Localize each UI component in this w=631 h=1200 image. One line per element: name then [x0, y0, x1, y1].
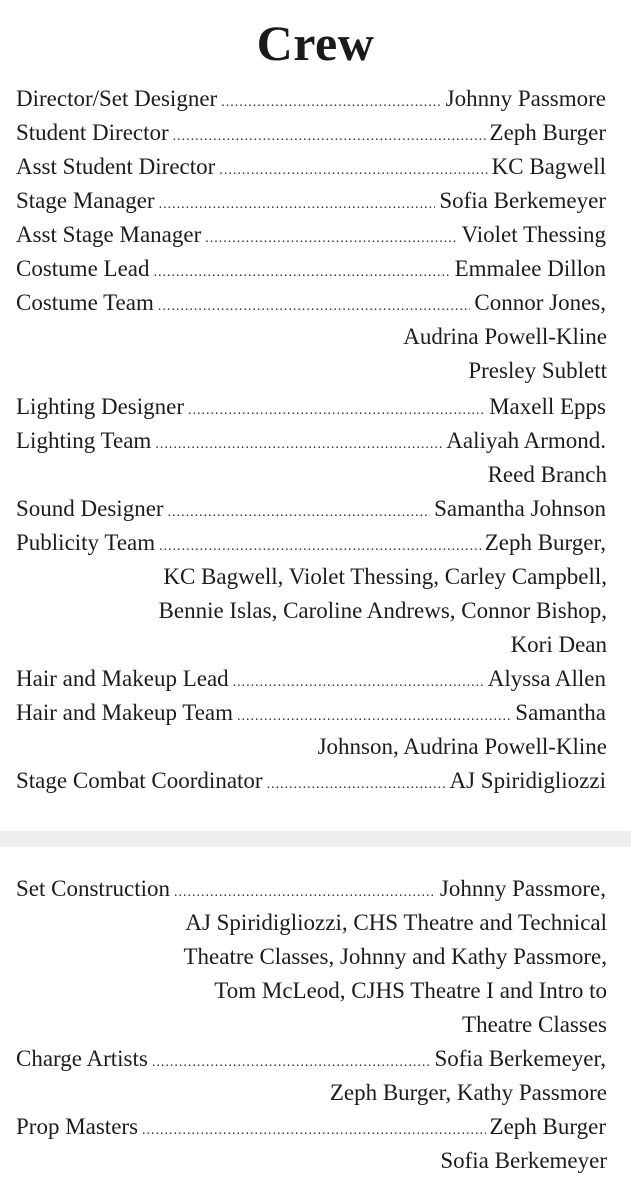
role-label: Hair and Makeup Lead	[16, 666, 229, 691]
person-name: Zeph Burger	[489, 1114, 606, 1139]
dot-leader	[158, 290, 471, 324]
credit-row	[16, 150, 606, 184]
person-name: Aaliyah Armond.	[446, 428, 606, 453]
dot-leader	[173, 120, 486, 154]
name-continuation: Reed Branch	[487, 462, 607, 487]
role-label: Asst Stage Manager	[16, 222, 202, 247]
name-continuation: AJ Spiridigliozzi, CHS Theatre and Technical	[185, 910, 607, 935]
dot-leader	[233, 666, 484, 700]
person-name: Maxell Epps	[489, 394, 606, 419]
name-continuation: Kori Dean	[510, 632, 607, 657]
person-name: Sofia Berkemeyer,	[434, 1046, 606, 1071]
role-label: Asst Student Director	[16, 154, 216, 179]
name-continuation: Tom McLeod, CJHS Theatre I and Intro to	[214, 978, 607, 1003]
dot-leader	[152, 1046, 431, 1080]
dot-leader	[205, 222, 457, 256]
credit-row	[16, 82, 606, 116]
role-label: Stage Combat Coordinator	[16, 768, 263, 793]
dot-leader	[154, 256, 451, 290]
role-label: Hair and Makeup Team	[16, 700, 234, 725]
role-label: Student Director	[16, 120, 169, 145]
person-name: Samantha	[515, 700, 606, 725]
person-name: Zeph Burger,	[484, 530, 606, 555]
credit-row	[16, 492, 606, 526]
dot-leader	[155, 428, 442, 462]
dot-leader	[159, 188, 436, 222]
name-continuation: Audrina Powell-Kline	[403, 324, 607, 349]
dot-leader	[174, 876, 436, 910]
dot-leader	[168, 496, 431, 530]
credit-row	[16, 1110, 606, 1144]
role-label: Director/Set Designer	[16, 86, 218, 111]
role-label: Sound Designer	[16, 496, 164, 521]
person-name: Emmalee Dillon	[454, 256, 606, 281]
person-name: Johnny Passmore	[445, 86, 606, 111]
name-continuation: Theatre Classes, Johnny and Kathy Passmore,	[183, 944, 607, 969]
name-continuation: Bennie Islas, Caroline Andrews, Connor Bishop,	[158, 598, 607, 623]
person-name: Johnny Passmore,	[439, 876, 606, 901]
dot-leader	[159, 530, 481, 564]
credit-row	[16, 1042, 606, 1076]
role-label: Set Construction	[16, 876, 170, 901]
person-name: Alyssa Allen	[487, 666, 606, 691]
build-panel	[0, 847, 631, 1200]
credit-row	[16, 764, 606, 798]
name-continuation: KC Bagwell, Violet Thessing, Carley Campbell,	[163, 564, 607, 589]
credit-row	[16, 184, 606, 218]
credit-row	[16, 424, 606, 458]
person-name: AJ Spiridigliozzi	[449, 768, 606, 793]
role-label: Costume Lead	[16, 256, 150, 281]
role-label: Lighting Designer	[16, 394, 184, 419]
credit-row	[16, 662, 606, 696]
name-continuation: Theatre Classes	[462, 1012, 607, 1037]
credit-row	[16, 872, 606, 906]
dot-leader	[267, 768, 446, 802]
role-label: Prop Masters	[16, 1114, 139, 1139]
name-continuation: Presley Sublett	[468, 358, 607, 383]
name-continuation: Johnson, Audrina Powell-Kline	[317, 734, 607, 759]
person-name: Violet Thessing	[461, 222, 606, 247]
person-name: Zeph Burger	[489, 120, 606, 145]
credit-row	[16, 218, 606, 252]
dot-leader	[188, 394, 485, 428]
credit-row	[16, 526, 606, 560]
person-name: Connor Jones,	[474, 290, 606, 315]
dot-leader	[219, 154, 487, 188]
person-name: Samantha Johnson	[434, 496, 606, 521]
person-name: KC Bagwell	[491, 154, 606, 179]
dot-leader	[221, 86, 441, 120]
credit-row	[16, 286, 606, 320]
dot-leader	[237, 700, 511, 734]
credit-row	[16, 116, 606, 150]
role-label: Stage Manager	[16, 188, 155, 213]
role-label: Publicity Team	[16, 530, 156, 555]
credit-row	[16, 390, 606, 424]
name-continuation: Zeph Burger, Kathy Passmore	[329, 1080, 607, 1105]
credit-row	[16, 252, 606, 286]
credit-row	[16, 696, 606, 730]
role-label: Lighting Team	[16, 428, 152, 453]
person-name: Sofia Berkemeyer	[439, 188, 606, 213]
role-label: Charge Artists	[16, 1046, 148, 1071]
dot-leader	[142, 1114, 486, 1148]
page-title: Crew	[256, 15, 375, 71]
role-label: Costume Team	[16, 290, 154, 315]
section-divider	[0, 831, 631, 847]
name-continuation: Sofia Berkemeyer	[440, 1148, 607, 1173]
